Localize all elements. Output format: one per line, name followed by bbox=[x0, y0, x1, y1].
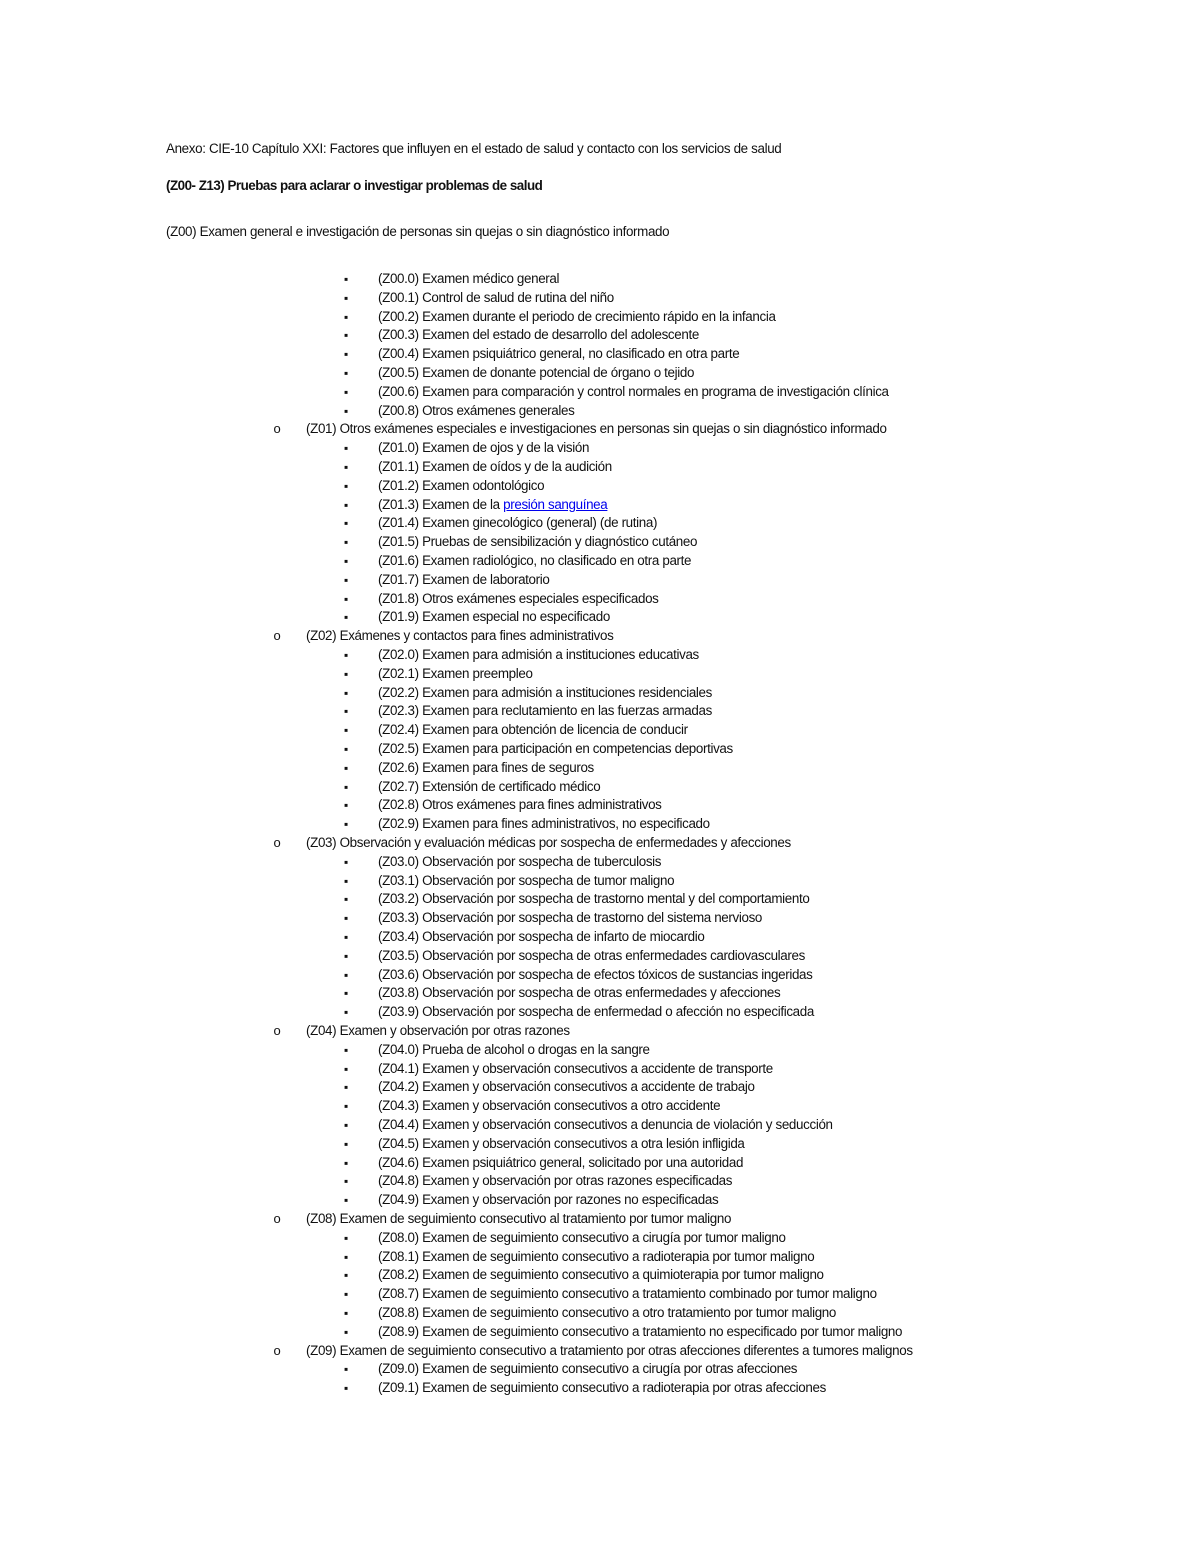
circle-bullet-icon bbox=[270, 1022, 284, 1040]
square-bullet-icon bbox=[339, 270, 353, 288]
subcategory-item: (Z04.5) Examen y observación consecutivos a otra lesión infligida bbox=[378, 1135, 745, 1151]
square-bullet-icon bbox=[339, 1078, 353, 1096]
subcategory-item: (Z03.8) Observación por sospecha de otras enfermedades y afecciones bbox=[378, 985, 781, 1001]
square-bullet-icon bbox=[339, 1304, 353, 1322]
subcategory-item: (Z04.1) Examen y observación consecutivos a accidente de transporte bbox=[378, 1060, 773, 1076]
category-item: (Z01) Otros exámenes especiales e investigaciones en personas sin quejas o sin diagnóstico informado bbox=[306, 421, 887, 437]
square-bullet-icon bbox=[339, 721, 353, 739]
square-bullet-icon bbox=[339, 740, 353, 758]
subcategory-item: (Z03.5) Observación por sospecha de otras enfermedades cardiovasculares bbox=[378, 947, 805, 963]
square-bullet-icon bbox=[339, 646, 353, 664]
square-bullet-icon bbox=[339, 890, 353, 908]
square-bullet-icon bbox=[339, 1266, 353, 1284]
square-bullet-icon bbox=[339, 345, 353, 363]
subcategory-item: (Z00.3) Examen del estado de desarrollo del adolescente bbox=[378, 327, 699, 343]
square-bullet-icon bbox=[339, 590, 353, 608]
subcategory-item: (Z08.9) Examen de seguimiento consecutivo a tratamiento no especificado por tumor maligno bbox=[378, 1323, 903, 1339]
subcategory-item: (Z04.2) Examen y observación consecutivos a accidente de trabajo bbox=[378, 1079, 755, 1095]
category-z00: (Z00) Examen general e investigación de personas sin quejas o sin diagnóstico informado bbox=[166, 224, 670, 239]
subcategory-item: (Z01.7) Examen de laboratorio bbox=[378, 571, 550, 587]
circle-bullet-icon bbox=[270, 834, 284, 852]
category-item: (Z03) Observación y evaluación médicas por sospecha de enfermedades y afecciones bbox=[306, 835, 791, 850]
subcategory-item: (Z01.2) Examen odontológico bbox=[378, 477, 545, 493]
square-bullet-icon bbox=[339, 533, 353, 551]
square-bullet-icon bbox=[339, 458, 353, 476]
subcategory-item: (Z04.9) Examen y observación por razones no especificadas bbox=[378, 1192, 719, 1208]
square-bullet-icon bbox=[339, 1154, 353, 1172]
subcategory-item: (Z00.8) Otros exámenes generales bbox=[378, 402, 575, 418]
subcategory-item: (Z03.4) Observación por sospecha de infarto de miocardio bbox=[378, 929, 705, 944]
square-bullet-icon bbox=[339, 1323, 353, 1341]
square-bullet-icon bbox=[339, 684, 353, 702]
circle-bullet-icon bbox=[270, 627, 284, 645]
square-bullet-icon bbox=[339, 1003, 353, 1021]
square-bullet-icon bbox=[339, 383, 353, 401]
square-bullet-icon bbox=[339, 1229, 353, 1247]
square-bullet-icon bbox=[339, 308, 353, 326]
square-bullet-icon bbox=[339, 1041, 353, 1059]
square-bullet-icon bbox=[339, 1116, 353, 1134]
subcategory-item: (Z00.2) Examen durante el periodo de crecimiento rápido en la infancia bbox=[378, 308, 776, 324]
square-bullet-icon bbox=[339, 1135, 353, 1153]
subcategory-item: (Z08.2) Examen de seguimiento consecutivo a quimioterapia por tumor maligno bbox=[378, 1267, 824, 1283]
subcategory-item: (Z04.8) Examen y observación por otras razones especificadas bbox=[378, 1173, 733, 1189]
square-bullet-icon bbox=[339, 759, 353, 777]
square-bullet-icon bbox=[339, 1285, 353, 1303]
subcategory-item: (Z08.8) Examen de seguimiento consecutivo a otro tratamiento por tumor maligno bbox=[378, 1305, 836, 1320]
subcategory-item: (Z04.6) Examen psiquiátrico general, solicitado por una autoridad bbox=[378, 1154, 744, 1170]
square-bullet-icon bbox=[339, 326, 353, 344]
subcategory-item: (Z03.3) Observación por sospecha de trastorno del sistema nervioso bbox=[378, 910, 763, 926]
circle-bullet-icon bbox=[270, 1342, 284, 1360]
circle-bullet-icon bbox=[270, 1210, 284, 1228]
square-bullet-icon bbox=[339, 1191, 353, 1209]
subcategory-item: (Z02.6) Examen para fines de seguros bbox=[378, 759, 594, 775]
subcategory-item: (Z03.1) Observación por sospecha de tumor maligno bbox=[378, 872, 675, 888]
subcategory-text: (Z01.3) Examen de la bbox=[378, 496, 504, 512]
subcategory-item: (Z08.0) Examen de seguimiento consecutivo a cirugía por tumor maligno bbox=[378, 1229, 786, 1245]
subcategory-item: (Z02.8) Otros exámenes para fines administrativos bbox=[378, 797, 662, 813]
square-bullet-icon bbox=[339, 984, 353, 1002]
subcategory-item: (Z00.6) Examen para comparación y control normales en programa de investigación clínica bbox=[378, 383, 889, 399]
document-title: Anexo: CIE-10 Capítulo XXI: Factores que influyen en el estado de salud y contacto con los servicios de salud bbox=[166, 141, 782, 156]
subcategory-item: (Z03.0) Observación por sospecha de tuberculosis bbox=[378, 853, 662, 869]
subcategory-item: (Z03.6) Observación por sospecha de efectos tóxicos de sustancias ingeridas bbox=[378, 966, 813, 982]
subcategory-item: (Z00.4) Examen psiquiátrico general, no clasificado en otra parte bbox=[378, 346, 740, 362]
subcategory-item: (Z04.0) Prueba de alcohol o drogas en la sangre bbox=[378, 1041, 650, 1057]
square-bullet-icon bbox=[339, 778, 353, 796]
square-bullet-icon bbox=[339, 552, 353, 570]
square-bullet-icon bbox=[339, 608, 353, 626]
subcategory-item: (Z02.4) Examen para obtención de licencia de conducir bbox=[378, 722, 688, 738]
subcategory-item: (Z01.1) Examen de oídos y de la audición bbox=[378, 459, 612, 474]
subcategory-item: (Z01.0) Examen de ojos y de la visión bbox=[378, 440, 590, 456]
square-bullet-icon bbox=[339, 928, 353, 946]
square-bullet-icon bbox=[339, 966, 353, 984]
subcategory-item: (Z09.1) Examen de seguimiento consecutivo a radioterapia por otras afecciones bbox=[378, 1380, 826, 1396]
subcategory-item: (Z01.8) Otros exámenes especiales especificados bbox=[378, 590, 659, 606]
category-item: (Z02) Exámenes y contactos para fines administrativos bbox=[306, 628, 614, 644]
subcategory-item: (Z04.4) Examen y observación consecutivos a denuncia de violación y seducción bbox=[378, 1117, 833, 1132]
square-bullet-icon bbox=[339, 1097, 353, 1115]
square-bullet-icon bbox=[339, 796, 353, 814]
square-bullet-icon bbox=[339, 665, 353, 683]
square-bullet-icon bbox=[339, 1172, 353, 1190]
square-bullet-icon bbox=[339, 853, 353, 871]
blood-pressure-link[interactable]: presión sanguínea bbox=[503, 496, 608, 512]
category-item: (Z08) Examen de seguimiento consecutivo al tratamiento por tumor maligno bbox=[306, 1211, 732, 1226]
square-bullet-icon bbox=[339, 947, 353, 965]
subcategory-item: (Z01.6) Examen radiológico, no clasificado en otra parte bbox=[378, 553, 692, 568]
square-bullet-icon bbox=[339, 402, 353, 420]
square-bullet-icon bbox=[339, 1060, 353, 1078]
subcategory-item: (Z02.1) Examen preempleo bbox=[378, 665, 533, 681]
square-bullet-icon bbox=[339, 815, 353, 833]
square-bullet-icon bbox=[339, 1248, 353, 1266]
subcategory-item: (Z08.1) Examen de seguimiento consecutivo a radioterapia por tumor maligno bbox=[378, 1248, 815, 1264]
subcategory-item: (Z08.7) Examen de seguimiento consecutivo a tratamiento combinado por tumor maligno bbox=[378, 1286, 877, 1302]
category-item: (Z09) Examen de seguimiento consecutivo a tratamiento por otras afecciones diferentes a tumores malignos bbox=[306, 1342, 913, 1358]
square-bullet-icon bbox=[339, 702, 353, 720]
subcategory-item: (Z03.9) Observación por sospecha de enfermedad o afección no especificada bbox=[378, 1004, 814, 1020]
square-bullet-icon bbox=[339, 514, 353, 532]
subcategory-item: (Z00.0) Examen médico general bbox=[378, 271, 560, 286]
subcategory-item bbox=[378, 496, 607, 514]
square-bullet-icon bbox=[339, 439, 353, 457]
subcategory-item: (Z00.1) Control de salud de rutina del niño bbox=[378, 289, 614, 305]
square-bullet-icon bbox=[339, 872, 353, 890]
circle-bullet-icon bbox=[270, 420, 284, 438]
subcategory-item: (Z02.5) Examen para participación en competencias deportivas bbox=[378, 741, 733, 756]
category-item: (Z04) Examen y observación por otras razones bbox=[306, 1023, 570, 1038]
square-bullet-icon bbox=[339, 289, 353, 307]
square-bullet-icon bbox=[339, 364, 353, 382]
subcategory-item: (Z01.5) Pruebas de sensibilización y diagnóstico cutáneo bbox=[378, 534, 698, 550]
subcategory-item: (Z01.4) Examen ginecológico (general) (de rutina) bbox=[378, 515, 658, 531]
subcategory-item: (Z01.9) Examen especial no especificado bbox=[378, 609, 610, 625]
subcategory-item: (Z02.3) Examen para reclutamiento en las fuerzas armadas bbox=[378, 703, 712, 719]
square-bullet-icon bbox=[339, 909, 353, 927]
subcategory-item: (Z04.3) Examen y observación consecutivos a otro accidente bbox=[378, 1098, 721, 1114]
subcategory-item: (Z02.7) Extensión de certificado médico bbox=[378, 778, 601, 794]
square-bullet-icon bbox=[339, 496, 353, 514]
square-bullet-icon bbox=[339, 571, 353, 589]
subcategory-item: (Z03.2) Observación por sospecha de trastorno mental y del comportamiento bbox=[378, 891, 810, 907]
subcategory-item: (Z09.0) Examen de seguimiento consecutivo a cirugía por otras afecciones bbox=[378, 1361, 798, 1377]
subcategory-item: (Z00.5) Examen de donante potencial de órgano o tejido bbox=[378, 365, 695, 380]
subcategory-item: (Z02.9) Examen para fines administrativos, no especificado bbox=[378, 816, 710, 832]
square-bullet-icon bbox=[339, 1379, 353, 1397]
section-heading: (Z00- Z13) Pruebas para aclarar o investigar problemas de salud bbox=[166, 178, 543, 193]
square-bullet-icon bbox=[339, 1360, 353, 1378]
square-bullet-icon bbox=[339, 477, 353, 495]
subcategory-item: (Z02.0) Examen para admisión a instituciones educativas bbox=[378, 647, 699, 662]
subcategory-item: (Z02.2) Examen para admisión a instituciones residenciales bbox=[378, 684, 712, 700]
